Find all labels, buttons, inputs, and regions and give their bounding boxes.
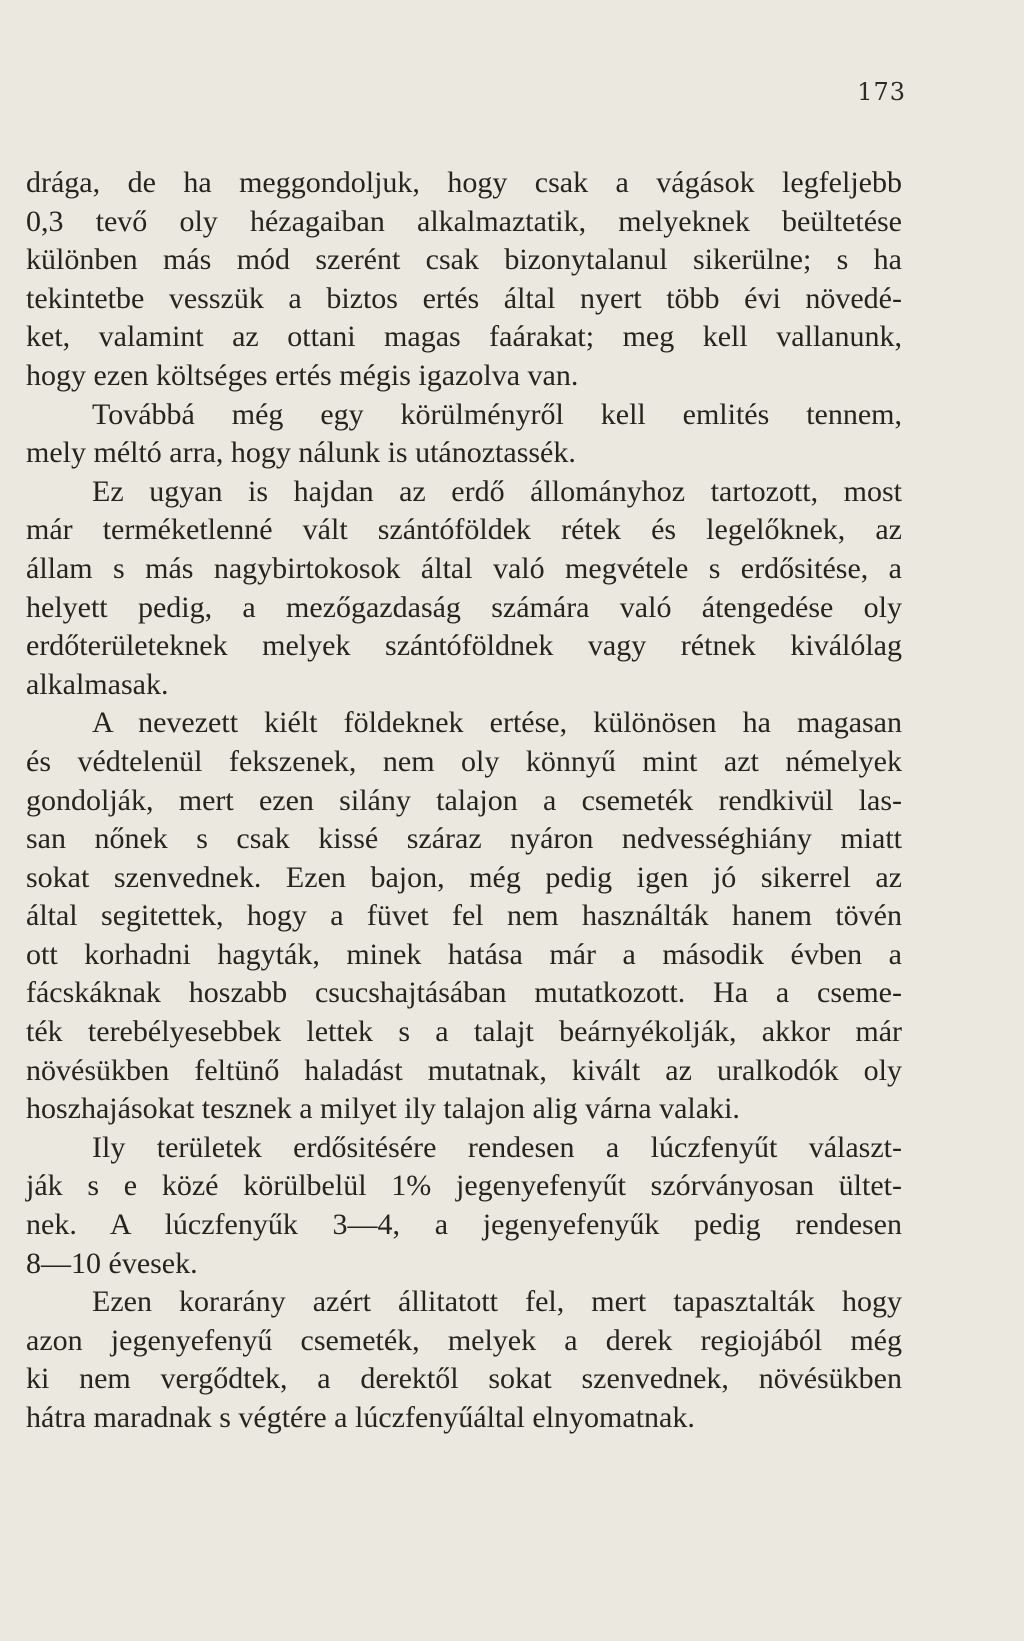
text-line: hogy ezen költséges ertés mégis igazolva van. bbox=[26, 358, 579, 392]
text-line: és védtelenül fekszenek, nem oly könnyű mint azt némelyek bbox=[26, 744, 902, 778]
text-line: hoszhajásokat tesznek a milyet ily talajon alig várna valaki. bbox=[26, 1092, 740, 1126]
text-line: Ily területek erdősitésére rendesen a lúczfenyűt választ- bbox=[92, 1130, 902, 1164]
text-line: ki nem vergődtek, a derektől sokat szenvednek, növésükben bbox=[26, 1362, 902, 1396]
text-line: ják s e közé körülbelül 1% jegenyefenyűt szórványosan ültet- bbox=[26, 1169, 902, 1203]
text-line: már terméketlenné vált szántóföldek rétek és legelőknek, az bbox=[26, 513, 902, 547]
text-line: san nőnek s csak kissé száraz nyáron nedvességhiány miatt bbox=[26, 822, 902, 856]
text-line: A nevezett kiélt földeknek ertése, különösen ha magasan bbox=[92, 706, 902, 740]
text-line: nek. A lúczfenyűk 3—4, a jegenyefenyűk pedig rendesen bbox=[26, 1208, 902, 1242]
text-line: ket, valamint az ottani magas faárakat; meg kell vallanunk, bbox=[26, 320, 902, 354]
text-line: különben más mód szerént csak bizonytalanul sikerülne; s ha bbox=[26, 243, 902, 277]
body-text bbox=[26, 164, 902, 1438]
text-line: által segitettek, hogy a füvet fel nem használták hanem tövén bbox=[26, 899, 902, 933]
text-line: tekintetbe vesszük a biztos ertés által nyert több évi növedé- bbox=[26, 281, 902, 315]
text-line: alkalmasak. bbox=[26, 667, 169, 701]
text-line: 0,3 tevő oly hézagaiban alkalmaztatik, melyeknek beültetése bbox=[26, 204, 902, 238]
text-line: 8—10 évesek. bbox=[26, 1246, 198, 1280]
text-line: Ezen korarány azért állitatott fel, mert tapasztalták hogy bbox=[92, 1285, 902, 1319]
text-line: ott korhadni hagyták, minek hatása már a második évben a bbox=[26, 937, 902, 971]
text-line: ték terebélyesebbek lettek s a talajt beárnyékolják, akkor már bbox=[26, 1015, 902, 1049]
text-line: állam s más nagybirtokosok által való megvétele s erdősitése, a bbox=[26, 551, 902, 585]
text-line: drága, de ha meggondoljuk, hogy csak a vágások legfeljebb bbox=[26, 166, 902, 199]
text-line: Továbbá még egy körülményről kell emlités tennem, bbox=[92, 397, 902, 431]
text-line: gondolják, mert ezen silány talajon a csemeték rendkivül las- bbox=[26, 783, 902, 817]
page-number: 173 bbox=[857, 78, 906, 106]
text-line: mely méltó arra, hogy nálunk is utánoztassék. bbox=[26, 436, 576, 470]
text-line: erdőterületeknek melyek szántóföldnek vagy rétnek kiválólag bbox=[26, 629, 902, 663]
text-line: fácskáknak hoszabb csucshajtásában mutatkozott. Ha a cseme- bbox=[26, 976, 902, 1010]
text-line: Ez ugyan is hajdan az erdő állományhoz tartozott, most bbox=[92, 474, 902, 508]
text-line: hátra maradnak s végtére a lúczfenyűáltal elnyomatnak. bbox=[26, 1401, 695, 1434]
text-line: sokat szenvednek. Ezen bajon, még pedig igen jó sikerrel az bbox=[26, 860, 902, 894]
text-line: helyett pedig, a mezőgazdaság számára való átengedése oly bbox=[26, 590, 902, 624]
text-line: növésükben feltünő haladást mutatnak, kivált az uralkodók oly bbox=[26, 1053, 902, 1087]
text-line: azon jegenyefenyű csemeték, melyek a derek regiojából még bbox=[26, 1323, 902, 1357]
